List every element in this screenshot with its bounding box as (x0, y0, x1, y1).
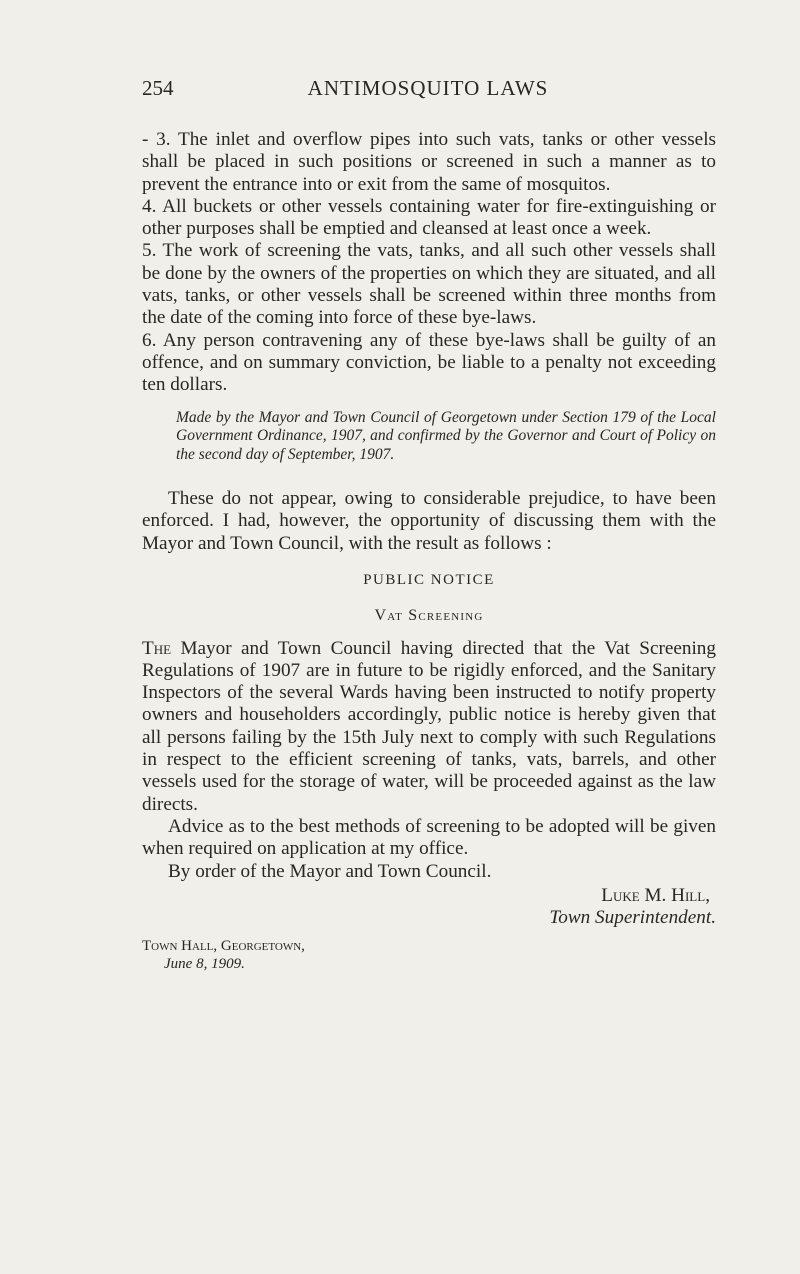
clause-4: 4. All buckets or other vessels containing water for fire-extinguishing or other purposes shall be emptied and cleansed at least once a week. (142, 195, 716, 240)
signatory-name: Luke M. Hill, (601, 884, 710, 906)
bye-law-attribution: Made by the Mayor and Town Council of Georgetown under Section 179 of the Local Government Ordinance, 1907, and confirmed by the Governor and Court of Policy on the second day of September, 1907. (176, 408, 716, 463)
clause-3: - 3. The inlet and overflow pipes into such vats, tanks or other vessels shall be placed in such positions or screened in such a manner as to prevent the entrance into or exit from the same of mosquitos. (142, 129, 716, 195)
notice-paragraph-2: Advice as to the best methods of screening to be adopted will be given when required on application at my office. (142, 815, 716, 860)
signatory-title: Town Superintendent. (549, 907, 716, 929)
page-number: 254 (142, 76, 174, 100)
page-body (142, 129, 716, 973)
notice-heading: PUBLIC NOTICE (363, 571, 495, 588)
notice-paragraph-3: By order of the Mayor and Town Council. (168, 860, 492, 882)
notice-paragraph-1-text: Mayor and Town Council having directed that the Vat Screening Regulations of 1907 are in future to be rigidly enforced, and the Sanitary Inspectors of the several Wards having been instructed to notify property owners and householders accordingly, public notice is hereby given that all persons failing by the 15th July next to comply with such Regulations in respect to the efficient screening of tanks, vats, barrels, and other vessels used for the storage of water, will be proceeded against as the law directs. (142, 637, 716, 815)
narrative-paragraph: These do not appear, owing to considerable prejudice, to have been enforced. I had, however, the opportunity of discussing them with the Mayor and Town Council, with the result as follows : (142, 488, 716, 554)
notice-place: Town Hall, Georgetown, (142, 938, 305, 955)
running-title: ANTIMOSQUITO LAWS (307, 76, 549, 100)
notice-date: June 8, 1909. (164, 956, 245, 973)
clause-6: 6. Any person contravening any of these bye-laws shall be guilty of an offence, and on summary conviction, be liable to a penalty not exceeding ten dollars. (142, 329, 716, 396)
notice-lead-word: The (142, 637, 172, 659)
page-header (142, 76, 714, 106)
clause-5: 5. The work of screening the vats, tanks, and all such other vessels shall be done by the owners of the properties on which they are situated, and all vats, tanks, or other vessels shall be screened within three months from the date of the coming into force of these bye-laws. (142, 240, 716, 329)
notice-paragraph-1 (142, 638, 716, 816)
notice-subheading: Vat Screening (374, 607, 484, 625)
